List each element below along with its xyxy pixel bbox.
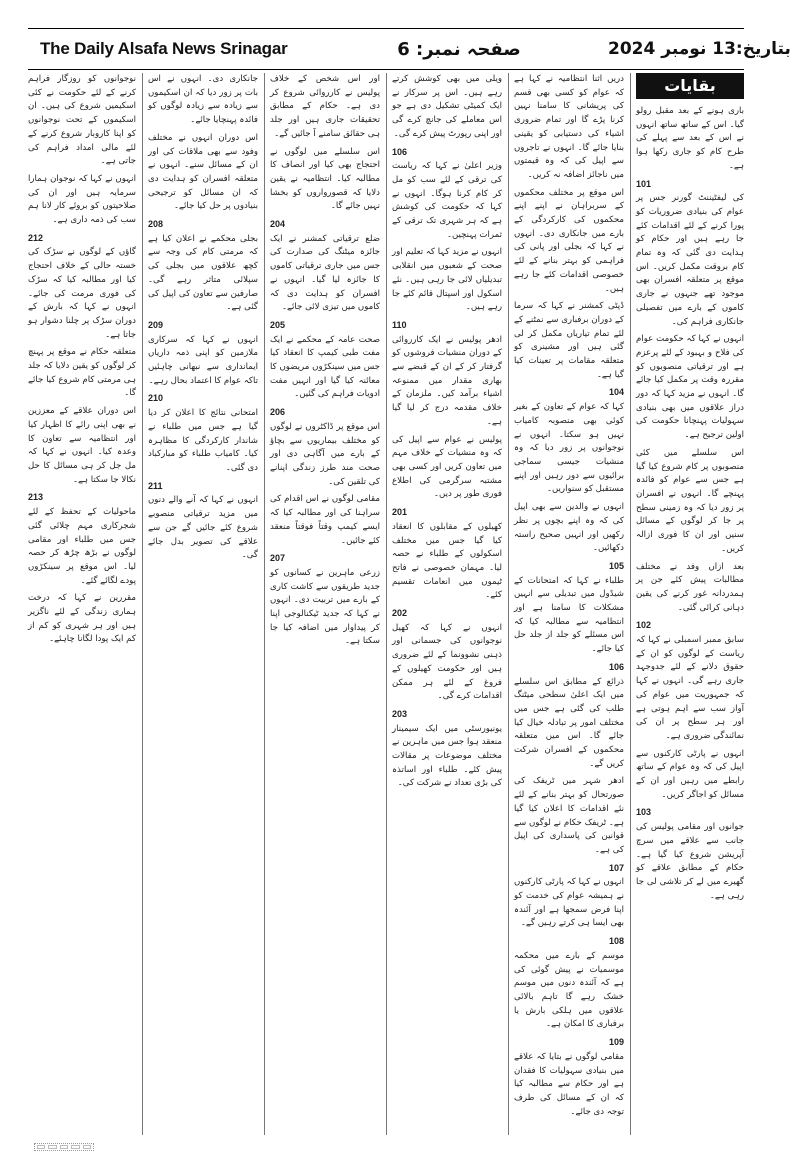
article-number: 205: [270, 319, 286, 330]
column-divider: [386, 73, 387, 1135]
article-paragraph: اس دوران علاقے کے معززین نے بھی اپنی رائے کا اظہار کیا اور انتظامیہ سے تعاون کا وعدہ کیا۔ انہوں نے کہا کہ مل جل کر ہی مسائل کا حل نکالا جا سکتا ہے۔: [28, 406, 136, 485]
article-paragraph: جانکاری دی۔ انہوں نے اس بات پر زور دیا کہ ان اسکیموں سے زیادہ سے زیادہ لوگوں کو فائدہ پہنچایا جائے۔: [148, 74, 258, 126]
article-paragraph: زرعی ماہرین نے کسانوں کو جدید طریقوں سے کاشت کاری کے بارے میں تربیت دی۔ انہوں نے کہا کہ جدید ٹیکنالوجی اپنا کر پیداوار میں اضافہ کیا جا سکتا ہے۔: [270, 567, 380, 647]
article-paragraph: بجلی محکمے نے اعلان کیا ہے کہ مرمتی کام کی وجہ سے کچھ علاقوں میں بجلی کی سپلائی متاثر رہے گی۔ صارفین سے تعاون کی اپیل کی گئی ہے۔: [148, 233, 258, 313]
article-number: 208: [148, 219, 164, 230]
article-number: 204: [270, 219, 286, 230]
article-paragraph: امتحانی نتائج کا اعلان کر دیا گیا ہے جس میں طلباء نے شاندار کارکردگی کا مظاہرہ کیا۔ کامیاب طلباء کو مبارکباد دی گئی۔: [148, 408, 258, 473]
article-paragraph: گاؤں کے لوگوں نے سڑک کی خستہ حالی کے خلاف احتجاج کیا اور مطالبہ کیا کہ سڑک کی فوری مرمت کی جائے۔ انہوں نے کہا کہ بارش کے دوران سڑک پر چلنا دشوار ہو جاتا ہے۔: [28, 247, 136, 340]
column-divider: [630, 73, 631, 1135]
article-paragraph: ماحولیات کے تحفظ کے لئے شجرکاری مہم چلائی گئی جس میں طلباء اور مقامی لوگوں نے بڑھ چڑھ کر حصہ لیا۔ اس موقع پر سینکڑوں پودے لگائے گئے۔: [28, 507, 136, 586]
article-number: 202: [392, 608, 408, 619]
article-paragraph: ذرائع کے مطابق اس سلسلے میں ایک اعلیٰ سطحی میٹنگ طلب کی گئی ہے جس میں مختلف امور پر تبادلہ خیال کیا جائے گا۔ اس میں متعلقہ محکموں کے افسران شرکت کریں گے۔: [514, 676, 624, 769]
article-paragraph: ضلع ترقیاتی کمشنر نے ایک جائزہ میٹنگ کی صدارت کی جس میں جاری ترقیاتی کاموں کا جائزہ لیا گیا۔ انہوں نے افسران کو ہدایت دی کہ کاموں میں تیزی لائی جائے۔: [270, 233, 380, 313]
column-divider: [142, 73, 143, 1135]
article-number: 107: [608, 862, 624, 873]
page-number-label: صفحہ نمبر: 6: [397, 38, 521, 60]
article-number: 209: [148, 319, 164, 330]
masthead: [28, 28, 791, 70]
article-paragraph: اس سلسلے میں لوگوں نے احتجاج بھی کیا اور انصاف کا مطالبہ کیا۔ انتظامیہ نے یقین دلایا کہ قصورواروں کو بخشا نہیں جائے گا۔: [270, 146, 380, 212]
article-number: 105: [608, 560, 624, 571]
newspaper-title: The Daily Alsafa News Srinagar: [40, 39, 288, 58]
column-2: [514, 73, 624, 1135]
article-number: 201: [392, 507, 408, 518]
article-paragraph: اس موقع پر ڈاکٹروں نے لوگوں کو مختلف بیماریوں سے بچاؤ کے بارے میں آگاہی دی اور صحت مند طرز زندگی اپنانے کی تلقین کی۔: [270, 421, 380, 487]
article-paragraph: کھیلوں کے مقابلوں کا انعقاد کیا گیا جس میں مختلف اسکولوں کے طلباء نے حصہ لیا۔ مہمان خصوصی نے فاتح ٹیموں میں انعامات تقسیم کئے۔: [392, 521, 502, 601]
article-number: 106: [392, 146, 408, 157]
article-paragraph: سابق ممبر اسمبلی نے کہا کہ ریاست کے لوگوں کو ان کے حقوق دلانے کے لئے جدوجہد جاری رہے گی۔ انہوں نے کہا کہ جمہوریت میں عوام کی آواز سب سے اہم ہوتی ہے اور ہر سطح پر ان کی نمائندگی ضروری ہے۔: [636, 635, 744, 741]
article-paragraph: اس موقع پر مختلف محکموں کے سربراہان نے اپنے اپنے محکموں کی کارکردگی کے بارے میں جانکاری دی۔ انہوں نے کہا کہ بجلی اور پانی کی فراہمی کو بہتر بنانے کے لئے خصوصی اقدامات کئے جا رہے ہیں۔: [514, 187, 624, 294]
column-divider: [508, 73, 509, 1135]
article-number: 203: [392, 708, 408, 719]
article-number: 102: [636, 620, 652, 631]
article-paragraph: ویلی میں بھی کوشش کرتے رہے ہیں۔ اس پر سرکار نے ایک کمیٹی تشکیل دی ہے جو اس معاملے کی جانچ کرے گی اور اپنی رپورٹ پیش کرے گی۔: [392, 74, 502, 139]
article-paragraph: پولیس نے عوام سے اپیل کی کہ وہ منشیات کے خلاف مہم میں تعاون کریں اور کسی بھی مشتبہ سرگرمی کی اطلاع فوری طور پر دیں۔: [392, 434, 502, 500]
article-paragraph: یونیورسٹی میں ایک سیمینار منعقد ہوا جس میں ماہرین نے مختلف موضوعات پر مقالات پیش کئے۔ طلباء اور اساتذہ کی بڑی تعداد نے شرکت کی۔: [392, 723, 502, 789]
article-paragraph: انہوں نے کہا کہ کھیل نوجوانوں کی جسمانی اور ذہنی نشوونما کے لئے ضروری ہیں اور حکومت کھیلوں کے فروغ کے لئے ہر ممکن اقدامات کرے گی۔: [392, 622, 502, 702]
article-paragraph: ڈپٹی کمشنر نے کہا کہ سرما کے دوران برفباری سے نمٹنے کے لئے تمام تیاریاں مکمل کر لی گئی ہیں اور مشینری کو متعلقہ مقامات پر تعینات کیا گیا ہے۔: [514, 301, 624, 380]
article-paragraph: کی لیفٹیننٹ گورنر جس پر عوام کی بنیادی ضروریات کو پورا کرنے کے لئے اقدامات کئے جا رہے ہیں اور حکام کو ہدایت دی گئی کہ وہ تمام کام بروقت مکمل کریں۔ اس موقع پر متعلقہ افسران بھی موجود تھے جنہوں نے جاری کاموں کے بارے میں تفصیلی جانکاری فراہم کی۔: [636, 193, 744, 327]
article-paragraph: انہوں نے کہا کہ آنے والے دنوں میں مزید ترقیاتی منصوبے شروع کئے جائیں گے جن سے علاقے کی تصویر بدل جائے گی۔: [148, 495, 258, 561]
article-paragraph: مقامی لوگوں نے بتایا کہ علاقے میں بنیادی سہولیات کا فقدان ہے اور حکام سے مطالبہ کیا کہ ان کے مسائل کی طرف توجہ دی جائے۔: [514, 1051, 624, 1117]
column-4: [270, 73, 380, 1135]
article-paragraph: ادھر شہر میں ٹریفک کی صورتحال کو بہتر بنانے کے لئے نئے اقدامات کا اعلان کیا گیا ہے۔ ٹریفک حکام نے لوگوں سے قوانین کی پاسداری کی اپیل کی ہے۔: [514, 776, 624, 855]
article-paragraph: انہوں نے مزید کہا کہ تعلیم اور صحت کے شعبوں میں انقلابی تبدیلیاں لائی جا رہی ہیں۔ نئے اسکول اور اسپتال قائم کئے جا رہے ہیں۔: [392, 247, 502, 313]
article-number: 101: [636, 178, 652, 189]
column-5: [148, 73, 258, 1135]
section-title: بقایات: [636, 73, 744, 99]
article-paragraph: بعد ازاں وفد نے مختلف مطالبات پیش کئے جن پر ہمدردانہ غور کرنے کی یقین دہانی کرائی گئی۔: [636, 561, 744, 613]
article-paragraph: باری ہونے کے بعد مقبل رولو گیا۔ اس کے ساتھ ساتھ انہوں نے اس کے بعد سے پہلے کی طرح کام کو جاری رکھا ہوا ہے۔: [636, 106, 744, 171]
article-number: 110: [392, 319, 407, 330]
article-paragraph: کہا کہ عوام کے تعاون کے بغیر کوئی بھی منصوبہ کامیاب نہیں ہو سکتا۔ انہوں نے نوجوانوں پر زور دیا کہ وہ منشیات جیسی سماجی برائیوں سے دور رہیں اور اپنے مستقبل کو سنواریں۔: [514, 402, 624, 495]
article-number: 104: [608, 387, 624, 398]
article-paragraph: جوانوں اور مقامی پولیس کی جانب سے علاقے میں سرچ آپریشن شروع کیا گیا ہے۔ حکام کے مطابق علاقے کو گھیرے میں لے کر تلاشی لی جا رہی ہے۔: [636, 822, 744, 901]
article-paragraph: دریں اثنا انتظامیہ نے کہا ہے کہ عوام کو کسی بھی قسم کی پریشانی کا سامنا نہیں کرنا پڑے گا اور تمام ضروری اشیاء کی دستیابی کو یقینی بنایا جائے گا۔ انہوں نے تاجروں سے اپیل کی کہ وہ قیمتوں میں ناجائز اضافہ نہ کریں۔: [514, 74, 624, 180]
article-paragraph: انہوں نے والدین سے بھی اپیل کی کہ وہ اپنے بچوں پر نظر رکھیں اور انہیں صحیح راستہ دکھائیں۔: [514, 502, 624, 554]
article-paragraph: اور اس شخص کے خلاف پولیس نے کارروائی شروع کر دی ہے۔ حکام کے مطابق تحقیقات جاری ہیں اور جلد ہی حقائق سامنے آ جائیں گے۔: [270, 74, 380, 139]
column-3: [392, 73, 502, 1135]
article-paragraph: انہوں نے کہا کہ حکومت عوام کی فلاح و بہبود کے لئے پرعزم ہے اور ترقیاتی منصوبوں کو مقررہ وقت پر مکمل کیا جائے گا۔ انہوں نے مزید کہا کہ دور دراز علاقوں میں بھی بنیادی سہولیات پہنچانا حکومت کی اولین ترجیح ہے۔: [636, 334, 744, 441]
article-paragraph: طلباء نے کہا کہ امتحانات کے شیڈول میں تبدیلی سے انہیں مشکلات کا سامنا ہے اور انتظامیہ سے مطالبہ کیا کہ اس مسئلے کو جلد از جلد حل کیا جائے۔: [514, 575, 624, 655]
article-paragraph: متعلقہ حکام نے موقع پر پہنچ کر لوگوں کو یقین دلایا کہ جلد ہی مرمتی کام شروع کیا جائے گا۔: [28, 347, 136, 399]
article-paragraph: صحت عامہ کے محکمے نے ایک مفت طبی کیمپ کا انعقاد کیا جس میں سینکڑوں مریضوں کا معائنہ کیا گیا اور انہیں مفت ادویات فراہم کی گئیں۔: [270, 334, 380, 400]
article-number: 207: [270, 553, 286, 564]
article-paragraph: مقامی لوگوں نے اس اقدام کی سراہنا کی اور مطالبہ کیا کہ ایسے کیمپ وقتاً فوقتاً منعقد کئے جائیں۔: [270, 494, 380, 546]
article-paragraph: اس دوران انہوں نے مختلف وفود سے بھی ملاقات کی اور ان کے مسائل سنے۔ انہوں نے متعلقہ افسران کو ہدایت دی کہ ان مسائل کو ترجیحی بنیادوں پر حل کیا جائے۔: [148, 132, 258, 212]
article-paragraph: نوجوانوں کو روزگار فراہم کرنے کے لئے حکومت نے کئی اسکیمیں شروع کی ہیں۔ ان اسکیموں کے تحت نوجوانوں کو اپنا کاروبار شروع کرنے کے لئے مالی امداد فراہم کی جاتی ہے۔: [28, 74, 136, 167]
article-number: 109: [608, 1037, 624, 1048]
article-number: 108: [608, 936, 624, 947]
article-number: 211: [148, 480, 163, 491]
column-6: [28, 73, 136, 1135]
article-number: 103: [636, 807, 652, 818]
article-number: 210: [148, 393, 164, 404]
column-1: [636, 73, 744, 1135]
article-paragraph: وزیر اعلیٰ نے کہا کہ ریاست کی ترقی کے لئے سب کو مل کر کام کرنا ہوگا۔ انہوں نے کہا کہ حکومت کی کوشش ہے کہ ہر شہری تک ترقی کے ثمرات پہنچیں۔: [392, 161, 502, 240]
article-number: 106: [608, 661, 624, 672]
article-number: 206: [270, 407, 286, 418]
issue-date: بتاریخ:13 نومبر 2024: [608, 39, 791, 59]
article-paragraph: مقررین نے کہا کہ درخت ہماری زندگی کے لئے ناگزیر ہیں اور ہر شہری کو کم از کم ایک پودا لگانا چاہئے۔: [28, 593, 136, 645]
footer-mark: [34, 1143, 94, 1151]
article-paragraph: ادھر پولیس نے ایک کارروائی کے دوران منشیات فروشوں کو گرفتار کر کے ان کے قبضے سے بھاری مقدار میں ممنوعہ اشیاء برآمد کیں۔ ملزمان کے خلاف مقدمہ درج کر لیا گیا ہے۔: [392, 334, 502, 427]
article-paragraph: موسم کے بارے میں محکمہ موسمیات نے پیش گوئی کی ہے کہ آئندہ دنوں میں موسم خشک رہے گا تاہم بالائی علاقوں میں ہلکی بارش یا برفباری کا امکان ہے۔: [514, 950, 624, 1030]
article-paragraph: انہوں نے کہا کہ پارٹی کارکنوں نے ہمیشہ عوام کی خدمت کو اپنا فرض سمجھا ہے اور آئندہ بھی ایسا ہی کرتے رہیں گے۔: [514, 877, 624, 929]
article-number: 212: [28, 232, 44, 243]
article-paragraph: انہوں نے کہا کہ سرکاری ملازمین کو اپنی ذمہ داریاں ایمانداری سے نبھانی چاہئیں تاکہ عوام کا اعتماد بحال رہے۔: [148, 334, 258, 386]
article-paragraph: انہوں نے پارٹی کارکنوں سے اپیل کی کہ وہ عوام کے ساتھ رابطے میں رہیں اور ان کے مسائل کو اجاگر کریں۔: [636, 748, 744, 800]
column-divider: [264, 73, 265, 1135]
columns-area: [28, 73, 744, 1135]
article-paragraph: اس سلسلے میں کئی منصوبوں پر کام شروع کیا گیا ہے جس سے عوام کو فائدہ پہنچے گا۔ انہوں نے افسران پر زور دیا کہ وہ زمینی سطح پر جا کر لوگوں کے مسائل سنیں اور ان کا فوری ازالہ کریں۔: [636, 447, 744, 554]
article-number: 213: [28, 492, 44, 503]
article-paragraph: انہوں نے کہا کہ نوجوان ہمارا سرمایہ ہیں اور ان کی صلاحیتوں کو بروئے کار لانا ہم سب کی ذمہ داری ہے۔: [28, 173, 136, 226]
